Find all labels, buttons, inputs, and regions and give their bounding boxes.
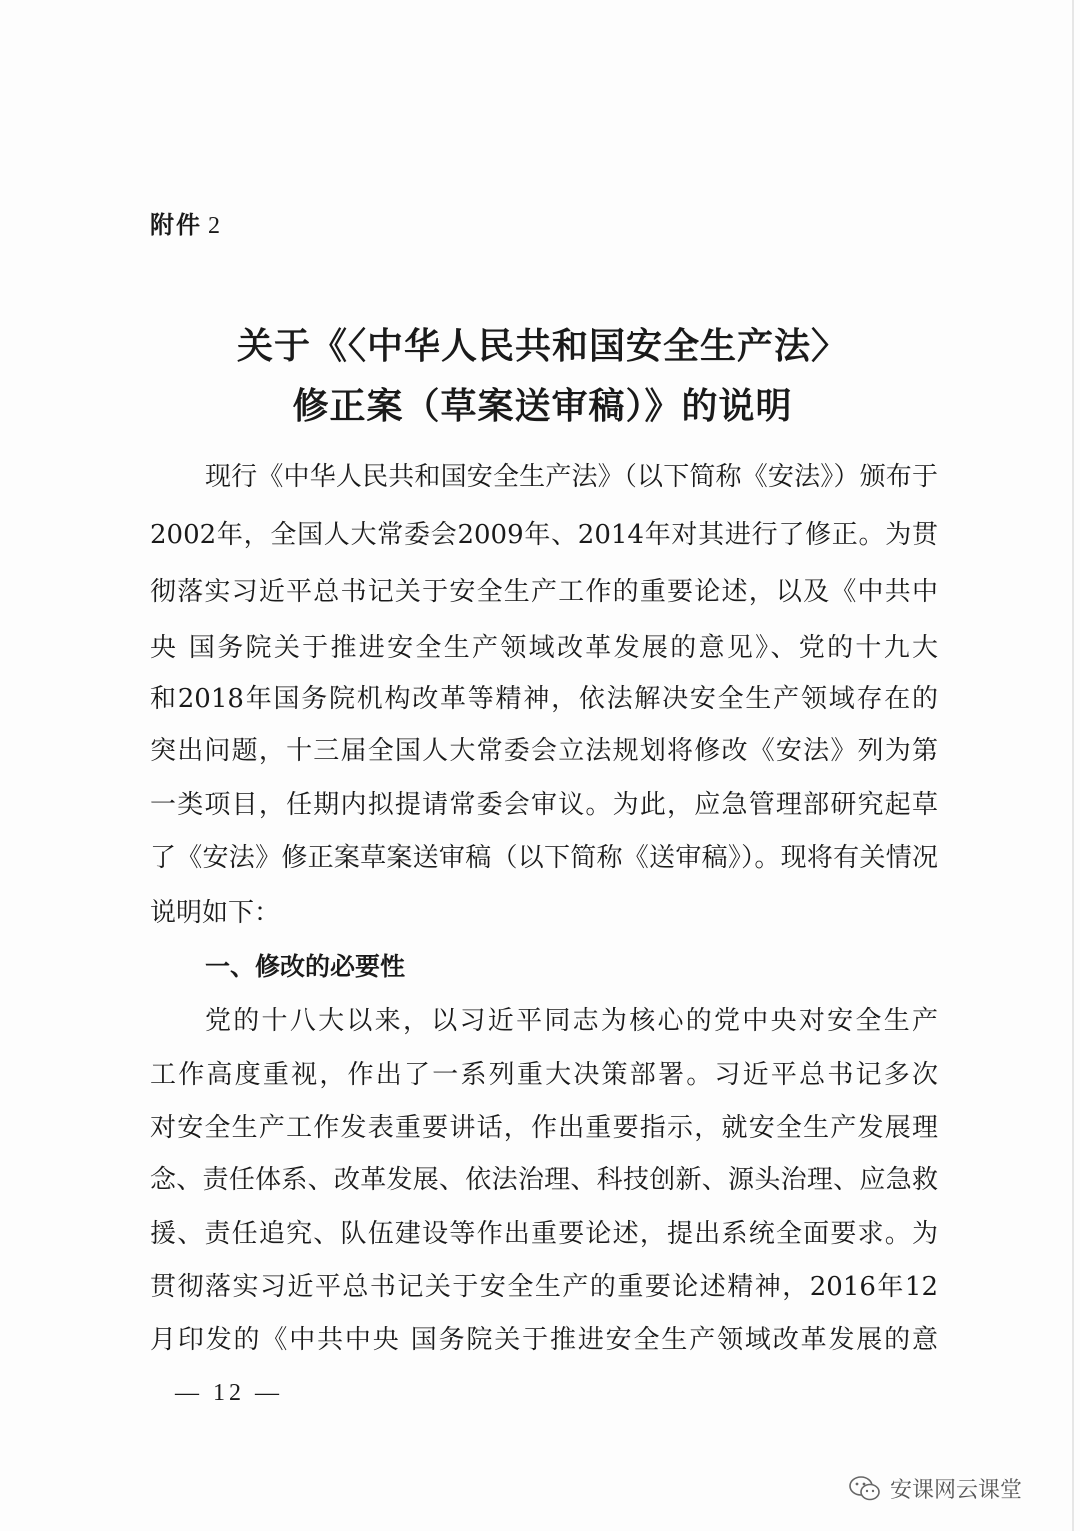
attachment-label-text: 附件 — [150, 211, 202, 239]
title-line-1: 关于《〈中华人民共和国安全生产法〉 — [236, 326, 848, 367]
scan-edge-line — [1072, 0, 1074, 1531]
paragraph-1-line: 央 国务院关于推进安全生产领域改革发展的意见》、党的十九大 — [150, 633, 938, 663]
watermark — [848, 1473, 1022, 1504]
paragraph-2-line: 念、责任体系、改革发展、依法治理、科技创新、源头治理、应急救 — [150, 1165, 938, 1195]
title-line-2: 修正案（草案送审稿）》的说明 — [292, 386, 793, 427]
paragraph-2-line: 对安全生产工作发表重要讲话，作出重要指示，就安全生产发展理 — [150, 1113, 938, 1143]
section-1-heading: 一、修改的必要性 — [205, 952, 406, 981]
paragraph-2-line: 党的十八大以来，以习近平同志为核心的党中央对安全生产 — [205, 1006, 938, 1036]
paragraph-1-line: 2002年，全国人大常委会2009年、2014年对其进行了修正。为贯 — [150, 520, 938, 550]
paragraph-2-line: 贯彻落实习近平总书记关于安全生产的重要论述精神，2016年12 — [150, 1272, 938, 1302]
watermark-text: 安课网云课堂 — [890, 1478, 1023, 1503]
paragraph-2-line: 援、责任追究、队伍建设等作出重要论述，提出系统全面要求。为 — [150, 1219, 938, 1249]
wechat-icon — [848, 1475, 882, 1503]
paragraph-1-line: 彻落实习近平总书记关于安全生产工作的重要论述，以及《中共中 — [150, 577, 938, 607]
paragraph-1-line: 现行《中华人民共和国安全生产法》（以下简称《安法》）颁布于 — [205, 462, 938, 492]
paragraph-2-line: 月印发的《中共中央 国务院关于推进安全生产领域改革发展的意 — [150, 1325, 938, 1355]
page-number: — 12 — — [175, 1380, 283, 1406]
paragraph-2-line: 工作高度重视，作出了一系列重大决策部署。习近平总书记多次 — [150, 1060, 938, 1090]
attachment-number: 2 — [208, 213, 222, 239]
paragraph-1-line: 和2018年国务院机构改革等精神，依法解决安全生产领域存在的 — [150, 684, 938, 714]
paragraph-1-line: 突出问题，十三届全国人大常委会立法规划将修改《安法》列为第 — [150, 736, 938, 766]
paragraph-1-line: 说明如下： — [150, 898, 281, 928]
paragraph-1-line: 了《安法》修正案草案送审稿（以下简称《送审稿》）。现将有关情况 — [150, 843, 938, 873]
attachment-label — [150, 205, 222, 240]
paragraph-1-line: 一类项目，任期内拟提请常委会审议。为此，应急管理部研究起草 — [150, 790, 938, 820]
